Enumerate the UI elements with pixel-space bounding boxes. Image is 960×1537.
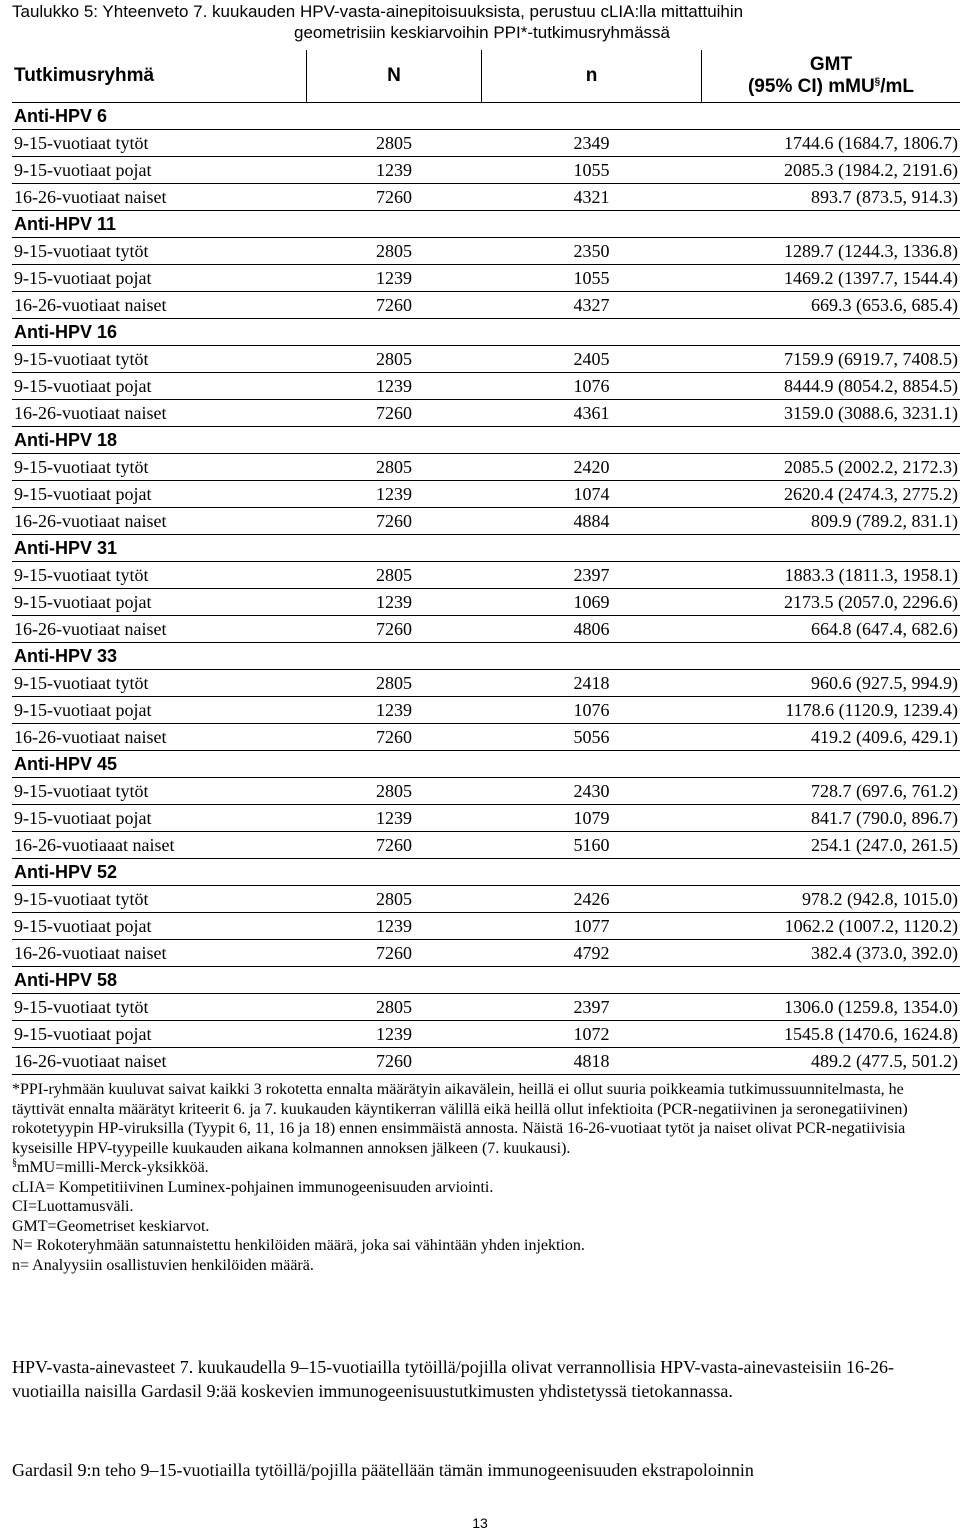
cell-group: 9-15-vuotiaat pojat <box>12 373 307 400</box>
section-row <box>12 859 960 886</box>
cell-gmt: 8444.9 (8054.2, 8854.5) <box>702 373 960 400</box>
cell-N: 2805 <box>307 562 482 589</box>
cell-N: 1239 <box>307 481 482 508</box>
cell-gmt: 978.2 (942.8, 1015.0) <box>702 886 960 913</box>
table-row <box>12 157 960 184</box>
cell-gmt: 1883.3 (1811.3, 1958.1) <box>702 562 960 589</box>
cell-group: 16-26-vuotiaat naiset <box>12 940 307 967</box>
cell-gmt: 382.4 (373.0, 392.0) <box>702 940 960 967</box>
cell-n: 2430 <box>482 778 702 805</box>
table-row <box>12 346 960 373</box>
table-row <box>12 616 960 643</box>
cell-group: 9-15-vuotiaat pojat <box>12 265 307 292</box>
cell-n: 1076 <box>482 373 702 400</box>
cell-n: 2397 <box>482 562 702 589</box>
cell-group: 16-26-vuotiaat naiset <box>12 508 307 535</box>
table-row <box>12 724 960 751</box>
section-title: Anti-HPV 16 <box>12 319 960 346</box>
cell-gmt: 1744.6 (1684.7, 1806.7) <box>702 130 960 157</box>
cell-gmt: 1289.7 (1244.3, 1336.8) <box>702 238 960 265</box>
cell-n: 4818 <box>482 1048 702 1075</box>
cell-n: 1074 <box>482 481 702 508</box>
cell-gmt: 1469.2 (1397.7, 1544.4) <box>702 265 960 292</box>
table-row <box>12 265 960 292</box>
cell-N: 2805 <box>307 670 482 697</box>
cell-group: 9-15-vuotiaat tytöt <box>12 994 307 1021</box>
table-row <box>12 481 960 508</box>
header-gmt-line2a: (95% CI) mMU <box>747 76 875 97</box>
cell-gmt: 2085.3 (1984.2, 2191.6) <box>702 157 960 184</box>
header-n: n <box>482 50 702 103</box>
footnote-ppi: *PPI-ryhmään kuuluvat saivat kaikki 3 rokotetta ennalta määrätyin aikavälein, heillä ei ollut suuria poikkeamia tutkimussuunnitelmasta, he täyttivät ennalta määrätyt kriteerit 6. ja 7. kuukauden käyntikerran välillä eikä heillä ollut infektioita (PCR-negatiivinen ja seronegatiivinen) rokotetyypin HP-viruksilla (Tyypit 6, 11, 16 ja 18) ennen ensimmäistä annosta. Näistä 16-26-vuotiaat tytöt ja naiset olivat PCR-negatiivisia kyseisille HPV-tyypeille kuukauden aikana kolmannen annoksen jälkeen (7. kuukausi). <box>12 1081 908 1157</box>
cell-N: 2805 <box>307 886 482 913</box>
table-row <box>12 778 960 805</box>
cell-group: 9-15-vuotiaat tytöt <box>12 346 307 373</box>
cell-N: 1239 <box>307 913 482 940</box>
table-row <box>12 130 960 157</box>
cell-group: 16-26-vuotiaat naiset <box>12 400 307 427</box>
cell-N: 1239 <box>307 697 482 724</box>
cell-N: 1239 <box>307 373 482 400</box>
cell-n: 4327 <box>482 292 702 319</box>
cell-N: 2805 <box>307 238 482 265</box>
table-row <box>12 832 960 859</box>
cell-n: 2418 <box>482 670 702 697</box>
cell-n: 4361 <box>482 400 702 427</box>
cell-group: 9-15-vuotiaat pojat <box>12 697 307 724</box>
cell-group: 16-26-vuotiaat naiset <box>12 724 307 751</box>
cell-gmt: 1545.8 (1470.6, 1624.8) <box>702 1021 960 1048</box>
section-row <box>12 967 960 994</box>
cell-gmt: 1306.0 (1259.8, 1354.0) <box>702 994 960 1021</box>
footnote-N: N= Rokoteryhmään satunnaistettu henkilöiden määrä, joka sai vähintään yhden injektion. <box>12 1237 585 1254</box>
table-row <box>12 373 960 400</box>
cell-n: 2349 <box>482 130 702 157</box>
footnote-ci: CI=Luottamusväli. <box>12 1198 134 1215</box>
cell-N: 2805 <box>307 130 482 157</box>
cell-n: 4884 <box>482 508 702 535</box>
caption-line-2: geometrisiin keskiarvoihin PPI*-tutkimusryhmässä <box>293 23 671 42</box>
table-row <box>12 913 960 940</box>
header-gmt-line2b: /mL <box>880 76 915 97</box>
cell-group: 16-26-vuotiaat naiset <box>12 292 307 319</box>
cell-gmt: 664.8 (647.4, 682.6) <box>702 616 960 643</box>
header-group: Tutkimusryhmä <box>12 50 307 103</box>
cell-N: 1239 <box>307 157 482 184</box>
cell-gmt: 841.7 (790.0, 896.7) <box>702 805 960 832</box>
cell-n: 1055 <box>482 265 702 292</box>
cell-gmt: 3159.0 (3088.6, 3231.1) <box>702 400 960 427</box>
footnotes <box>12 1080 947 1275</box>
cell-N: 7260 <box>307 832 482 859</box>
cell-group: 16-26-vuotiaat naiset <box>12 184 307 211</box>
table-row <box>12 184 960 211</box>
cell-gmt: 7159.9 (6919.7, 7408.5) <box>702 346 960 373</box>
table-row <box>12 454 960 481</box>
cell-group: 16-26-vuotiaat naiset <box>12 1048 307 1075</box>
cell-n: 4792 <box>482 940 702 967</box>
table-row <box>12 670 960 697</box>
footnote-n: n= Analyysiin osallistuvien henkilöiden määrä. <box>12 1256 314 1274</box>
section-row <box>12 427 960 454</box>
table-header-row <box>12 50 960 103</box>
cell-group: 9-15-vuotiaat tytöt <box>12 238 307 265</box>
cell-gmt: 489.2 (477.5, 501.2) <box>702 1048 960 1075</box>
cell-n: 2350 <box>482 238 702 265</box>
cell-group: 16-26-vuotiaat naiset <box>12 616 307 643</box>
cell-gmt: 419.2 (409.6, 429.1) <box>702 724 960 751</box>
cell-n: 5056 <box>482 724 702 751</box>
cell-N: 1239 <box>307 1021 482 1048</box>
cell-N: 1239 <box>307 265 482 292</box>
header-gmt <box>702 50 960 103</box>
cell-n: 1072 <box>482 1021 702 1048</box>
table-row <box>12 1048 960 1075</box>
cell-group: 9-15-vuotiaat tytöt <box>12 670 307 697</box>
footnote-clia: cLIA= Kompetitiivinen Luminex-pohjainen immunogeenisuuden arviointi. <box>12 1178 494 1196</box>
results-table <box>12 50 960 1075</box>
cell-group: 9-15-vuotiaat pojat <box>12 1021 307 1048</box>
cell-n: 2420 <box>482 454 702 481</box>
table-row <box>12 805 960 832</box>
cell-N: 2805 <box>307 346 482 373</box>
section-row <box>12 643 960 670</box>
cell-N: 7260 <box>307 1048 482 1075</box>
cell-n: 4321 <box>482 184 702 211</box>
body-paragraph-2: Gardasil 9:n teho 9–15-vuotiailla tytöillä/pojilla päätellään tämän immunogeenisuuden ekstrapoloinnin <box>12 1460 754 1480</box>
header-N: N <box>307 50 482 103</box>
header-gmt-sup: § <box>874 76 881 88</box>
cell-group: 9-15-vuotiaat pojat <box>12 913 307 940</box>
footnote-mmu <box>12 1158 947 1178</box>
table-row <box>12 697 960 724</box>
cell-gmt: 1178.6 (1120.9, 1239.4) <box>702 697 960 724</box>
section-row <box>12 211 960 238</box>
table-row <box>12 238 960 265</box>
cell-gmt: 728.7 (697.6, 761.2) <box>702 778 960 805</box>
footnote-mmu-sup: § <box>12 1157 17 1169</box>
cell-gmt: 2173.5 (2057.0, 2296.6) <box>702 589 960 616</box>
cell-N: 7260 <box>307 400 482 427</box>
cell-group: 9-15-vuotiaat tytöt <box>12 778 307 805</box>
cell-gmt: 2085.5 (2002.2, 2172.3) <box>702 454 960 481</box>
cell-N: 7260 <box>307 616 482 643</box>
table-row <box>12 292 960 319</box>
cell-n: 2405 <box>482 346 702 373</box>
cell-N: 2805 <box>307 454 482 481</box>
cell-gmt: 1062.2 (1007.2, 1120.2) <box>702 913 960 940</box>
cell-gmt: 893.7 (873.5, 914.3) <box>702 184 960 211</box>
cell-n: 4806 <box>482 616 702 643</box>
section-title: Anti-HPV 52 <box>12 859 960 886</box>
section-title: Anti-HPV 31 <box>12 535 960 562</box>
cell-N: 2805 <box>307 778 482 805</box>
section-title: Anti-HPV 33 <box>12 643 960 670</box>
table-row <box>12 589 960 616</box>
table-body <box>12 103 960 1075</box>
cell-group: 9-15-vuotiaat tytöt <box>12 454 307 481</box>
cell-N: 2805 <box>307 994 482 1021</box>
cell-n: 1079 <box>482 805 702 832</box>
cell-group: 9-15-vuotiaat tytöt <box>12 562 307 589</box>
table-row <box>12 940 960 967</box>
cell-group: 9-15-vuotiaat pojat <box>12 589 307 616</box>
cell-gmt: 669.3 (653.6, 685.4) <box>702 292 960 319</box>
table-row <box>12 508 960 535</box>
cell-group: 9-15-vuotiaat pojat <box>12 157 307 184</box>
cell-N: 7260 <box>307 184 482 211</box>
section-title: Anti-HPV 6 <box>12 103 960 130</box>
section-row <box>12 535 960 562</box>
cell-N: 7260 <box>307 292 482 319</box>
cell-gmt: 254.1 (247.0, 261.5) <box>702 832 960 859</box>
table-row <box>12 562 960 589</box>
cell-n: 5160 <box>482 832 702 859</box>
cell-group: 9-15-vuotiaat tytöt <box>12 130 307 157</box>
cell-group: 9-15-vuotiaat pojat <box>12 481 307 508</box>
table-row <box>12 400 960 427</box>
section-row <box>12 751 960 778</box>
body-paragraph-1: HPV-vasta-ainevasteet 7. kuukaudella 9–15-vuotiailla tytöillä/pojilla olivat verrannollisia HPV-vasta-ainevasteisiin 16-26-vuotiailla naisilla Gardasil 9:ää koskevien immunogeenisuustutkimusten yhdistetyssä tietokannassa. <box>12 1357 894 1401</box>
footnote-gmt: GMT=Geometriset keskiarvot. <box>12 1217 210 1235</box>
section-title: Anti-HPV 11 <box>12 211 960 238</box>
cell-gmt: 960.6 (927.5, 994.9) <box>702 670 960 697</box>
cell-N: 7260 <box>307 724 482 751</box>
table-caption <box>12 1 952 43</box>
section-title: Anti-HPV 58 <box>12 967 960 994</box>
cell-n: 1077 <box>482 913 702 940</box>
section-title: Anti-HPV 18 <box>12 427 960 454</box>
table-row <box>12 994 960 1021</box>
cell-gmt: 809.9 (789.2, 831.1) <box>702 508 960 535</box>
cell-N: 7260 <box>307 940 482 967</box>
cell-n: 2426 <box>482 886 702 913</box>
cell-N: 1239 <box>307 589 482 616</box>
page-number: 13 <box>472 1515 488 1531</box>
cell-gmt: 2620.4 (2474.3, 2775.2) <box>702 481 960 508</box>
footnote-mmu-text: mMU=milli-Merck-yksikköä. <box>17 1159 209 1176</box>
table-row <box>12 886 960 913</box>
cell-n: 2397 <box>482 994 702 1021</box>
caption-line-1: Taulukko 5: Yhteenveto 7. kuukauden HPV-vasta-ainepitoisuuksista, perustuu cLIA:lla mittattuihin <box>12 2 744 21</box>
cell-n: 1069 <box>482 589 702 616</box>
cell-N: 7260 <box>307 508 482 535</box>
section-row <box>12 103 960 130</box>
cell-n: 1055 <box>482 157 702 184</box>
cell-N: 1239 <box>307 805 482 832</box>
cell-group: 16-26-vuotiaaat naiset <box>12 832 307 859</box>
section-title: Anti-HPV 45 <box>12 751 960 778</box>
header-gmt-line1: GMT <box>809 54 853 75</box>
cell-n: 1076 <box>482 697 702 724</box>
table-row <box>12 1021 960 1048</box>
cell-group: 9-15-vuotiaat pojat <box>12 805 307 832</box>
section-row <box>12 319 960 346</box>
cell-group: 9-15-vuotiaat tytöt <box>12 886 307 913</box>
